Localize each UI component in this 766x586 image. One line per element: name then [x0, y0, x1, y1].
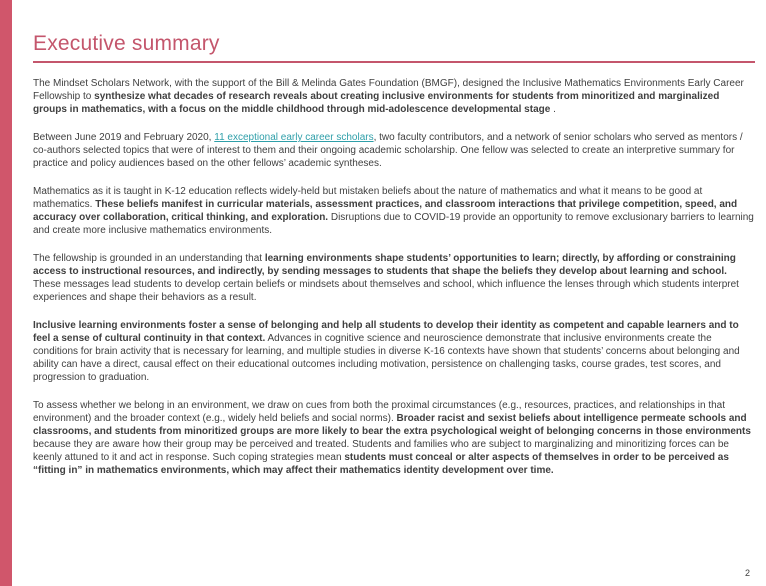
text-segment: Mathematics as it is taught in K-12 education reflects widely-held but mistaken beliefs about the nature of mathematics and what it means to be good at mathematics. [33, 186, 703, 211]
paragraph [33, 319, 755, 384]
text-segment: These beliefs manifest in curricular materials, assessment practices, and classroom interactions that privilege competition, speed, and accuracy over collaboration, critical thinking, and exploration. [33, 199, 738, 224]
text-segment: Advances in cognitive science and neuroscience demonstrate that inclusive environments create the conditions for brain activity that is necessary for learning, and multiple studies in diverse K-16 contexts have shown that students’ concerns about belonging and ability can have a direct, causal effect on their educational outcomes including motivation, persistence on challenging tasks, course grades, test scores, and progression to graduation. [33, 333, 740, 384]
paragraph [33, 185, 755, 237]
text-segment: students must conceal or alter aspects of themselves in order to be perceived as “fitting in” in mathematics environments, which may affect their mathematics identity development over time. [33, 452, 729, 477]
text-segment: Disruptions due to COVID-19 provide an opportunity to remove exclusionary barriers to learning and create more inclusive mathematics environments. [33, 212, 754, 237]
page-number: 2 [744, 568, 750, 578]
text-segment: These messages lead students to develop certain beliefs or mindsets about themselves and school, which influence the lenses through which students interpret experiences and shape their behaviors as a result. [33, 279, 739, 304]
slide-content [33, 30, 755, 492]
paragraph [33, 399, 755, 477]
text-segment: Between June 2019 and February 2020, [33, 132, 215, 144]
text-segment: To assess whether we belong in an environment, we draw on cues from both the proximal circumstances (e.g., resources, practices, and relationships in that environment) and the broader context (e.g., widely held beliefs and social norms). [33, 400, 726, 425]
text-segment: , two faculty contributors, and a network of senior scholars who served as mentors / co-authors selected topics that were of interest to them and their ongoing academic scholarship. One fellow was selected to create an interpretive summary for practice and policy audiences based on the other fellows’ academic syntheses. [33, 132, 743, 170]
text-segment: because they are aware how their group may be perceived and treated. Students and families who are subject to marginalizing and minoritizing forces can be keenly attuned to it and act in response. Such coping strategies mean [33, 439, 729, 464]
slide-title: Executive summary [33, 32, 220, 55]
paragraph [33, 252, 755, 304]
paragraph [33, 131, 755, 170]
title-underline [33, 61, 755, 63]
text-segment: Inclusive learning environments foster a sense of belonging and help all students to develop their identity as competent and capable learners and to feel a sense of cultural continuity in that context. [33, 320, 739, 345]
left-accent-bar [0, 0, 12, 586]
text-segment: . [550, 104, 556, 116]
text-segment: Broader racist and sexist beliefs about intelligence permeate schools and classrooms, and students from minoritized groups are more likely to bear the extra psychological weight of belonging concerns in those environments [33, 413, 751, 438]
text-segment: learning environments shape students’ opportunities to learn; directly, by affording or constraining access to instructional resources, and indirectly, by sending messages to students that shape the beliefs they develop about learning and school. [33, 253, 736, 278]
paragraph [33, 77, 755, 116]
text-segment: synthesize what decades of research reveals about creating inclusive environments for students from minoritized and marginalized groups in mathematics, with a focus on the middle childhood through mid-adolescence developmental stage [33, 91, 720, 116]
text-segment: The fellowship is grounded in an understanding that [33, 253, 265, 265]
text-segment: The Mindset Scholars Network, with the support of the Bill & Melinda Gates Foundation (BMGF), designed the Inclusive Mathematics Environments Early Career Fellowship to [33, 78, 744, 103]
early-career-scholars-link[interactable]: 11 exceptional early career scholars [214, 132, 374, 144]
body-text [33, 77, 755, 477]
